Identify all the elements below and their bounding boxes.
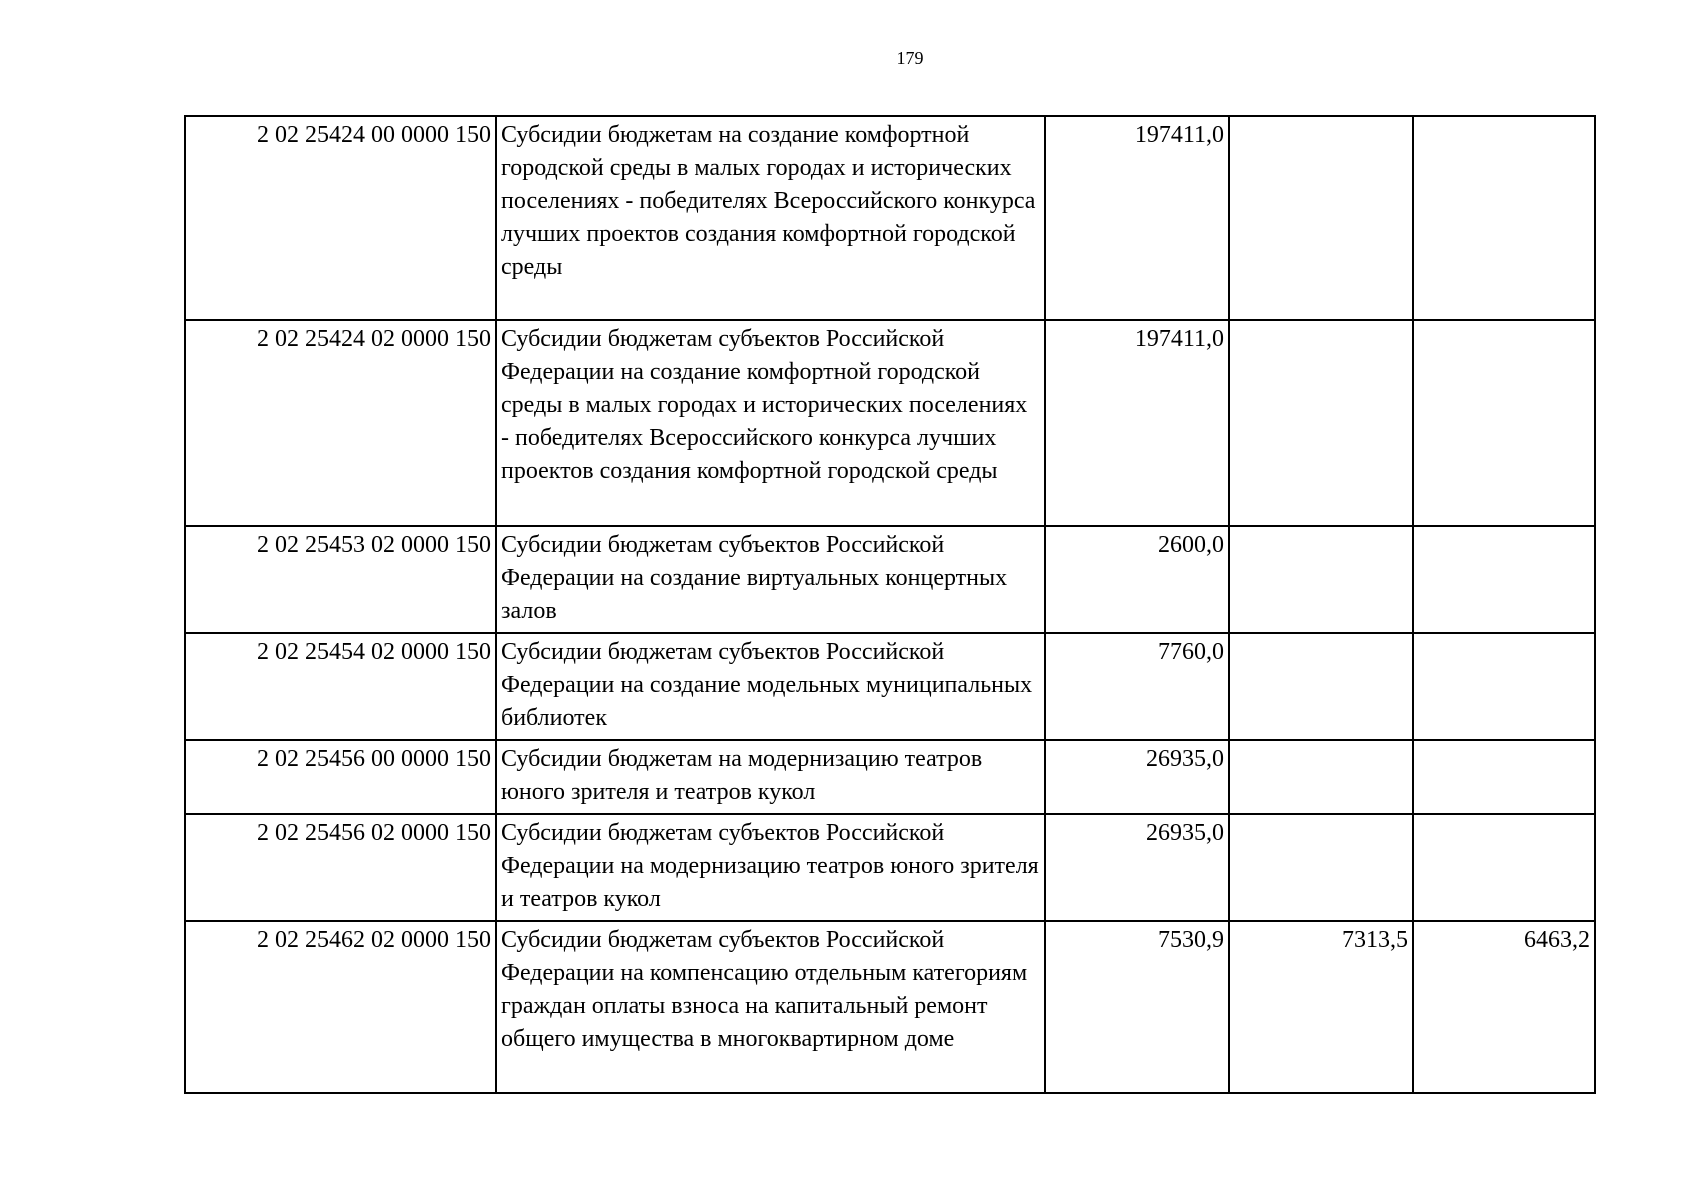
amount-cell-3 — [1413, 740, 1595, 814]
amount-cell-2 — [1229, 814, 1413, 921]
page-number: 179 — [896, 48, 924, 68]
description-cell: Субсидии бюджетам субъектов Российской Федерации на компенсацию отдельным категориям граждан оплаты взноса на капитальный ремонт общего имущества в многоквартирном доме — [496, 921, 1045, 1093]
table-row — [185, 814, 1595, 921]
table-row — [185, 740, 1595, 814]
table-row — [185, 320, 1595, 526]
budget-table — [184, 115, 1596, 1094]
table-row — [185, 921, 1595, 1093]
amount-cell-1: 26935,0 — [1045, 814, 1229, 921]
amount-cell-1: 26935,0 — [1045, 740, 1229, 814]
amount-cell-2 — [1229, 526, 1413, 633]
description-cell: Субсидии бюджетам субъектов Российской Федерации на создание комфортной городской среды в малых городах и исторических поселениях - победителях Всероссийского конкурса лучших проектов создания комфортной городской среды — [496, 320, 1045, 526]
table-row — [185, 633, 1595, 740]
table-row — [185, 116, 1595, 320]
description-cell: Субсидии бюджетам субъектов Российской Федерации на модернизацию театров юного зрителя и театров кукол — [496, 814, 1045, 921]
description-cell: Субсидии бюджетам на модернизацию театров юного зрителя и театров кукол — [496, 740, 1045, 814]
description-cell: Субсидии бюджетам субъектов Российской Федерации на создание виртуальных концертных залов — [496, 526, 1045, 633]
description-cell: Субсидии бюджетам субъектов Российской Федерации на создание модельных муниципальных библиотек — [496, 633, 1045, 740]
amount-cell-2 — [1229, 320, 1413, 526]
amount-cell-2: 7313,5 — [1229, 921, 1413, 1093]
amount-cell-3 — [1413, 116, 1595, 320]
amount-cell-1: 7530,9 — [1045, 921, 1229, 1093]
amount-cell-3 — [1413, 633, 1595, 740]
amount-cell-1: 2600,0 — [1045, 526, 1229, 633]
budget-code-cell: 2 02 25424 00 0000 150 — [185, 116, 496, 320]
amount-cell-1: 197411,0 — [1045, 320, 1229, 526]
description-cell: Субсидии бюджетам на создание комфортной городской среды в малых городах и исторических поселениях - победителях Всероссийского конкурса лучших проектов создания комфортной городской среды — [496, 116, 1045, 320]
budget-code-cell: 2 02 25424 02 0000 150 — [185, 320, 496, 526]
amount-cell-2 — [1229, 633, 1413, 740]
budget-code-cell: 2 02 25453 02 0000 150 — [185, 526, 496, 633]
amount-cell-3: 6463,2 — [1413, 921, 1595, 1093]
amount-cell-3 — [1413, 320, 1595, 526]
amount-cell-3 — [1413, 526, 1595, 633]
amount-cell-1: 197411,0 — [1045, 116, 1229, 320]
amount-cell-2 — [1229, 116, 1413, 320]
amount-cell-2 — [1229, 740, 1413, 814]
budget-code-cell: 2 02 25456 00 0000 150 — [185, 740, 496, 814]
budget-code-cell: 2 02 25456 02 0000 150 — [185, 814, 496, 921]
budget-code-cell: 2 02 25454 02 0000 150 — [185, 633, 496, 740]
budget-code-cell: 2 02 25462 02 0000 150 — [185, 921, 496, 1093]
amount-cell-1: 7760,0 — [1045, 633, 1229, 740]
table-row — [185, 526, 1595, 633]
amount-cell-3 — [1413, 814, 1595, 921]
